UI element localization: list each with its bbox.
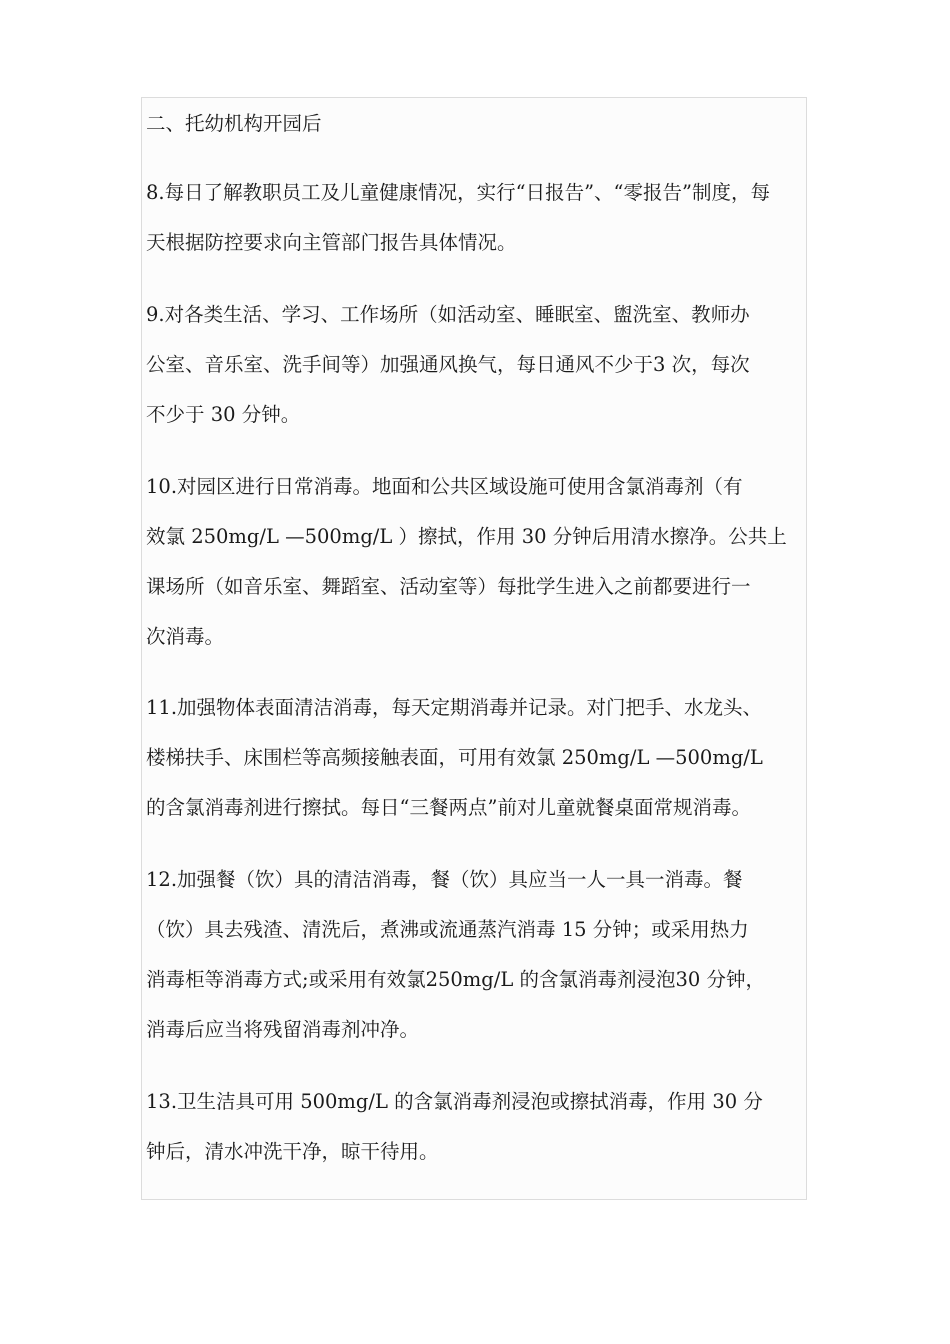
paragraph-line: 10.对园区进行日常消毒。地面和公共区域设施可使用含氯消毒剂（有 [146,475,743,498]
paragraph-line: 9.对各类生活、学习、工作场所（如活动室、睡眠室、盥洗室、教师办 [146,303,750,326]
paragraph-line: 11.加强物体表面清洁消毒，每天定期消毒并记录。对门把手、水龙头、 [146,696,763,719]
paragraph-line: （饮）具去残渣、清洗后，煮沸或流通蒸汽消毒 15 分钟；或采用热力 [146,918,749,941]
paragraph-line: 效氯 250mg/L —500mg/L ）擦拭，作用 30 分钟后用清水擦净。公共上 [146,525,787,548]
paragraph-line: 天根据防控要求向主管部门报告具体情况。 [146,231,517,254]
paragraph-line: 8.每日了解教职员工及儿童健康情况，实行“日报告”、“零报告”制度，每 [146,181,770,204]
paragraph-item-13 [146,1090,807,1190]
paragraph-line: 课场所（如音乐室、舞蹈室、活动室等）每批学生进入之前都要进行一 [146,575,751,598]
document-content-box [141,97,807,1200]
paragraph-item-11 [146,696,807,846]
paragraph-item-9 [146,303,807,453]
paragraph-line: 12.加强餐（饮）具的清洁消毒，餐（饮）具应当一人一具一消毒。餐 [146,868,743,891]
paragraph-item-10 [146,475,807,675]
paragraph-line: 的含氯消毒剂进行擦拭。每日“三餐两点”前对儿童就餐桌面常规消毒。 [146,796,751,819]
paragraph-line: 13.卫生洁具可用 500mg/L 的含氯消毒剂浸泡或擦拭消毒，作用 30 分 [146,1090,763,1113]
section-heading: 二、托幼机构开园后 [146,112,322,135]
paragraph-line: 消毒后应当将残留消毒剂冲净。 [146,1018,420,1041]
paragraph-line: 公室、音乐室、洗手间等）加强通风换气，每日通风不少于3 次，每次 [146,353,750,376]
paragraph-item-8 [146,181,807,281]
paragraph-line: 钟后，清水冲洗干净，晾干待用。 [146,1140,439,1163]
paragraph-line: 不少于 30 分钟。 [146,403,301,426]
paragraph-line: 次消毒。 [146,625,225,648]
paragraph-line: 楼梯扶手、床围栏等高频接触表面，可用有效氯 250mg/L —500mg/L [146,746,763,769]
paragraph-line: 消毒柜等消毒方式;或采用有效氯250mg/L 的含氯消毒剂浸泡30 分钟， [146,968,765,991]
paragraph-item-12 [146,868,807,1068]
